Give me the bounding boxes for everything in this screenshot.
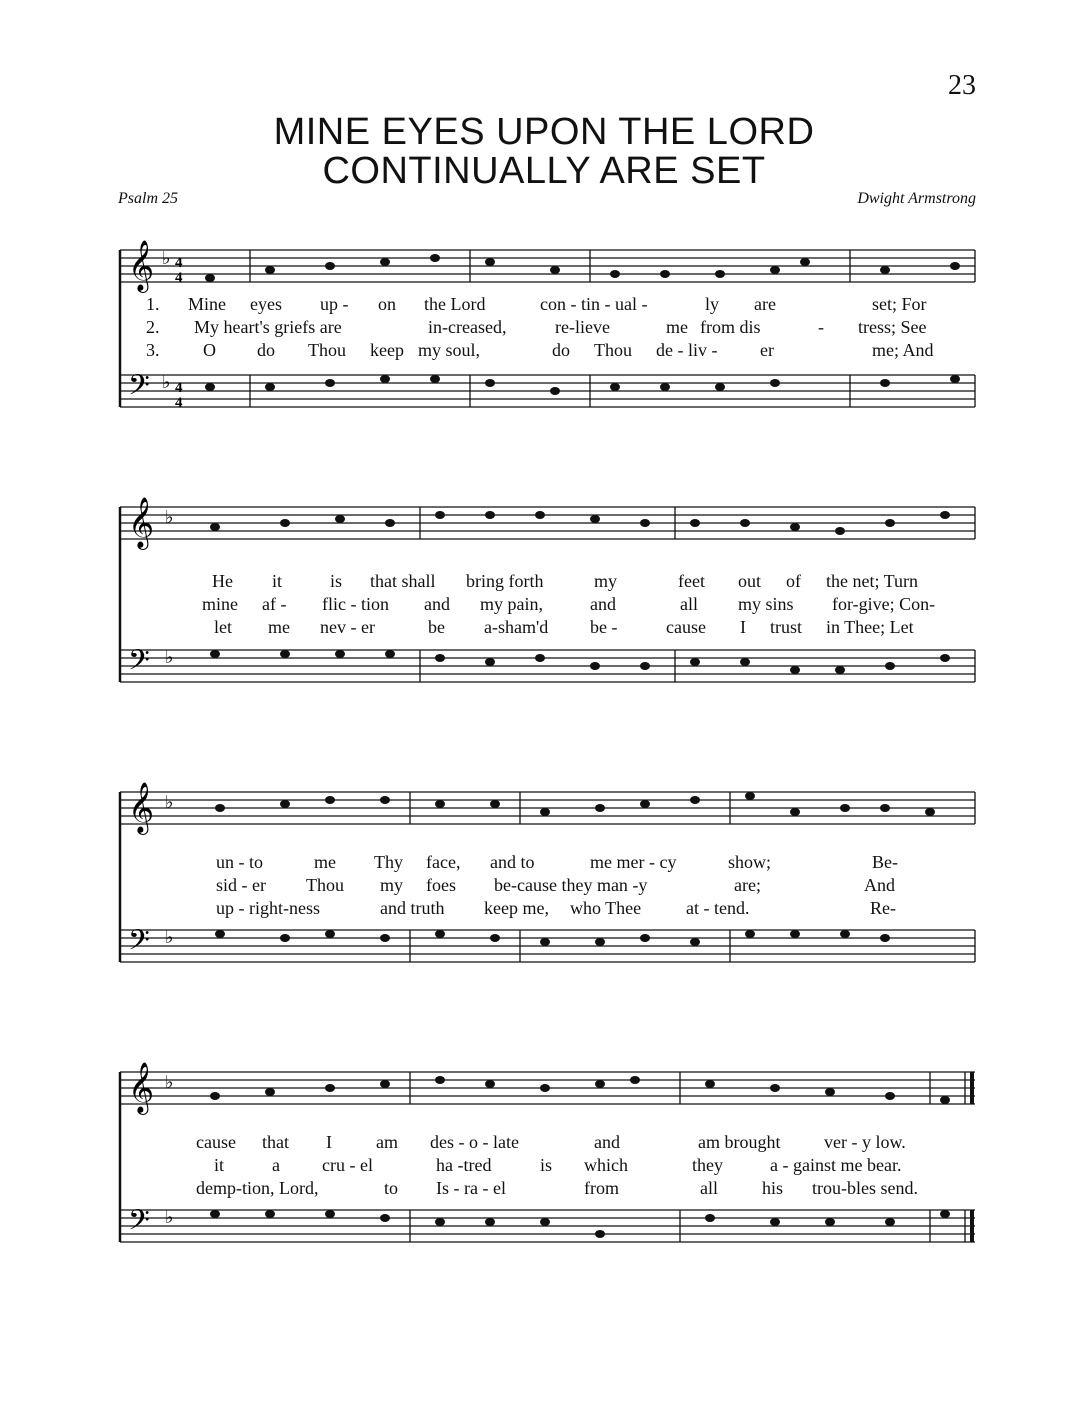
lyric-syllable: am brought — [698, 1132, 781, 1152]
lyric-syllable: ha -tred — [436, 1155, 492, 1175]
svg-text:4: 4 — [175, 395, 183, 411]
lyric-syllable: they — [692, 1155, 723, 1175]
lyric-syllable: feet — [678, 571, 705, 591]
lyric-syllable: of — [786, 571, 801, 591]
lyric-syllable: for-give; Con- — [832, 594, 936, 614]
lyric-syllable: me mer - cy — [590, 852, 677, 872]
lyric-syllable: set; For — [872, 294, 927, 314]
music-system-1 — [0, 220, 1088, 440]
lyric-syllable: my — [594, 571, 618, 591]
lyric-syllable: me — [268, 617, 290, 637]
lyric-syllable: Re- — [870, 898, 896, 918]
lyric-syllable: des - o - late — [430, 1132, 519, 1152]
lyric-syllable: cause — [666, 617, 706, 637]
lyric-syllable: be-cause they man -y — [494, 875, 648, 895]
page-number: 23 — [948, 70, 976, 101]
music-system-4 — [0, 1050, 1088, 1280]
lyric-syllable: who Thee — [570, 898, 642, 918]
verse-number: 2. — [146, 317, 160, 337]
lyric-syllable: are; — [734, 875, 761, 895]
lyric-syllable: ly — [705, 294, 720, 314]
lyric-syllable: sid - er — [216, 875, 266, 895]
lyric-syllable: con - tin - ual - — [540, 294, 648, 314]
lyric-syllable: out — [738, 571, 762, 591]
lyric-syllable: And — [864, 875, 895, 895]
lyric-syllable: demp-tion, Lord, — [196, 1178, 319, 1198]
lyric-syllable: and — [424, 594, 450, 614]
svg-text:𝄢: 𝄢 — [128, 924, 150, 964]
lyric-syllable: my sins — [738, 594, 794, 614]
lyric-syllable: ver - y low. — [824, 1132, 906, 1152]
lyric-syllable: all — [700, 1178, 718, 1198]
lyric-syllable: me — [314, 852, 336, 872]
svg-text:4: 4 — [175, 380, 183, 396]
lyric-syllable: Is - ra - el — [436, 1178, 506, 1198]
svg-text:♭: ♭ — [165, 647, 174, 668]
lyric-syllable: is — [540, 1155, 553, 1175]
lyric-syllable: in-creased, — [428, 317, 507, 337]
svg-text:𝄢: 𝄢 — [128, 1204, 150, 1244]
lyric-syllable: and to — [490, 852, 535, 872]
lyric-syllable: his — [762, 1178, 784, 1198]
lyric-syllable: I — [740, 617, 746, 637]
lyric-syllable: the net; Turn — [826, 571, 919, 591]
lyric-syllable: cru - el — [322, 1155, 373, 1175]
lyric-syllable: a-sham'd — [484, 617, 549, 637]
lyric-syllable: O — [203, 340, 216, 360]
lyric-syllable: at - tend. — [686, 898, 750, 918]
lyric-syllable: up - right-ness — [216, 898, 320, 918]
lyric-syllable: a - gainst me bear. — [770, 1155, 902, 1175]
svg-text:𝄢: 𝄢 — [128, 369, 150, 409]
svg-text:♭: ♭ — [165, 792, 174, 813]
lyric-syllable: bring forth — [466, 571, 544, 591]
lyric-syllable: from dis — [700, 317, 761, 337]
hymn-title-line-1: MINE EYES UPON THE LORD — [273, 111, 815, 153]
svg-text:♭: ♭ — [165, 927, 174, 948]
lyric-syllable: it — [272, 571, 283, 591]
lyric-syllable: show; — [728, 852, 772, 872]
lyric-syllable: trust — [770, 617, 803, 637]
lyric-syllable: my pain, — [480, 594, 543, 614]
lyric-syllable: on — [378, 294, 396, 314]
lyric-syllable: flic - tion — [322, 594, 389, 614]
lyric-syllable: am — [376, 1132, 398, 1152]
lyric-syllable: Thou — [594, 340, 632, 360]
composer-credit: Dwight Armstrong — [857, 190, 976, 207]
lyric-syllable: be - — [590, 617, 618, 637]
lyric-syllable: that shall — [370, 571, 436, 591]
svg-text:♭: ♭ — [165, 1072, 174, 1093]
lyric-syllable: it — [214, 1155, 225, 1175]
lyric-syllable: is — [330, 571, 343, 591]
lyric-syllable: keep me, — [484, 898, 549, 918]
lyric-syllable: foes — [426, 875, 456, 895]
lyric-syllable: be — [428, 617, 445, 637]
lyrics-system-4 — [0, 1050, 1088, 1198]
lyrics-system-3 — [0, 770, 1088, 918]
lyric-syllable: my soul, — [418, 340, 481, 360]
lyric-syllable: Mine — [188, 294, 226, 314]
hymn-title-line-2: CONTINUALLY ARE SET — [322, 150, 766, 192]
text-source: Psalm 25 — [118, 190, 178, 207]
lyric-syllable: and — [590, 594, 616, 614]
lyric-syllable: let — [214, 617, 232, 637]
lyric-syllable: my — [380, 875, 404, 895]
lyric-syllable: - — [818, 317, 824, 337]
lyric-syllable: tress; See — [858, 317, 927, 337]
lyric-syllable: mine — [202, 594, 238, 614]
lyric-syllable: a — [272, 1155, 280, 1175]
lyric-syllable: af - — [262, 594, 287, 614]
lyric-syllable: and truth — [380, 898, 445, 918]
lyric-syllable: and — [594, 1132, 620, 1152]
svg-text:4: 4 — [175, 270, 183, 286]
svg-text:𝄞: 𝄞 — [128, 497, 155, 548]
lyric-syllable: trou-bles send. — [812, 1178, 918, 1198]
lyric-syllable: My heart's griefs are — [194, 317, 342, 337]
lyric-syllable: un - to — [216, 852, 263, 872]
svg-text:𝄞: 𝄞 — [128, 1062, 155, 1113]
verse-number: 1. — [146, 294, 160, 314]
lyric-syllable: from — [584, 1178, 619, 1198]
lyric-syllable: Thy — [374, 852, 403, 872]
lyric-syllable: eyes — [250, 294, 282, 314]
lyric-syllable: do — [257, 340, 275, 360]
verse-number: 3. — [146, 340, 160, 360]
svg-text:♭: ♭ — [165, 1207, 174, 1228]
lyric-syllable: do — [552, 340, 570, 360]
lyric-syllable: all — [680, 594, 698, 614]
lyric-syllable: I — [326, 1132, 332, 1152]
svg-text:𝄢: 𝄢 — [128, 644, 150, 684]
lyric-syllable: the Lord — [424, 294, 486, 314]
lyric-syllable: face, — [426, 852, 461, 872]
svg-text:4: 4 — [175, 255, 183, 271]
svg-text:♭: ♭ — [165, 507, 174, 528]
svg-text:𝄞: 𝄞 — [128, 240, 155, 291]
lyric-syllable: er — [760, 340, 774, 360]
lyric-syllable: up - — [320, 294, 349, 314]
music-system-2 — [0, 495, 1088, 715]
svg-text:♭: ♭ — [162, 248, 171, 269]
lyric-syllable: me — [666, 317, 688, 337]
lyric-syllable: in Thee; Let — [826, 617, 914, 637]
lyric-syllable: which — [584, 1155, 628, 1175]
lyric-syllable: Thou — [308, 340, 346, 360]
lyric-syllable: keep — [370, 340, 404, 360]
lyric-syllable: Thou — [306, 875, 344, 895]
lyric-syllable: re-lieve — [555, 317, 610, 337]
lyric-syllable: Be- — [872, 852, 898, 872]
lyrics-system-1 — [0, 220, 1088, 360]
lyrics-system-2 — [0, 495, 1088, 637]
lyric-syllable: de - liv - — [656, 340, 718, 360]
music-system-3 — [0, 770, 1088, 990]
svg-text:♭: ♭ — [162, 372, 171, 393]
svg-text:𝄞: 𝄞 — [128, 782, 155, 833]
lyric-syllable: that — [262, 1132, 289, 1152]
lyric-syllable: He — [212, 571, 233, 591]
lyric-syllable: to — [384, 1178, 399, 1198]
lyric-syllable: are — [754, 294, 776, 314]
lyric-syllable: nev - er — [320, 617, 375, 637]
lyric-syllable: me; And — [872, 340, 934, 360]
lyric-syllable: cause — [196, 1132, 236, 1152]
